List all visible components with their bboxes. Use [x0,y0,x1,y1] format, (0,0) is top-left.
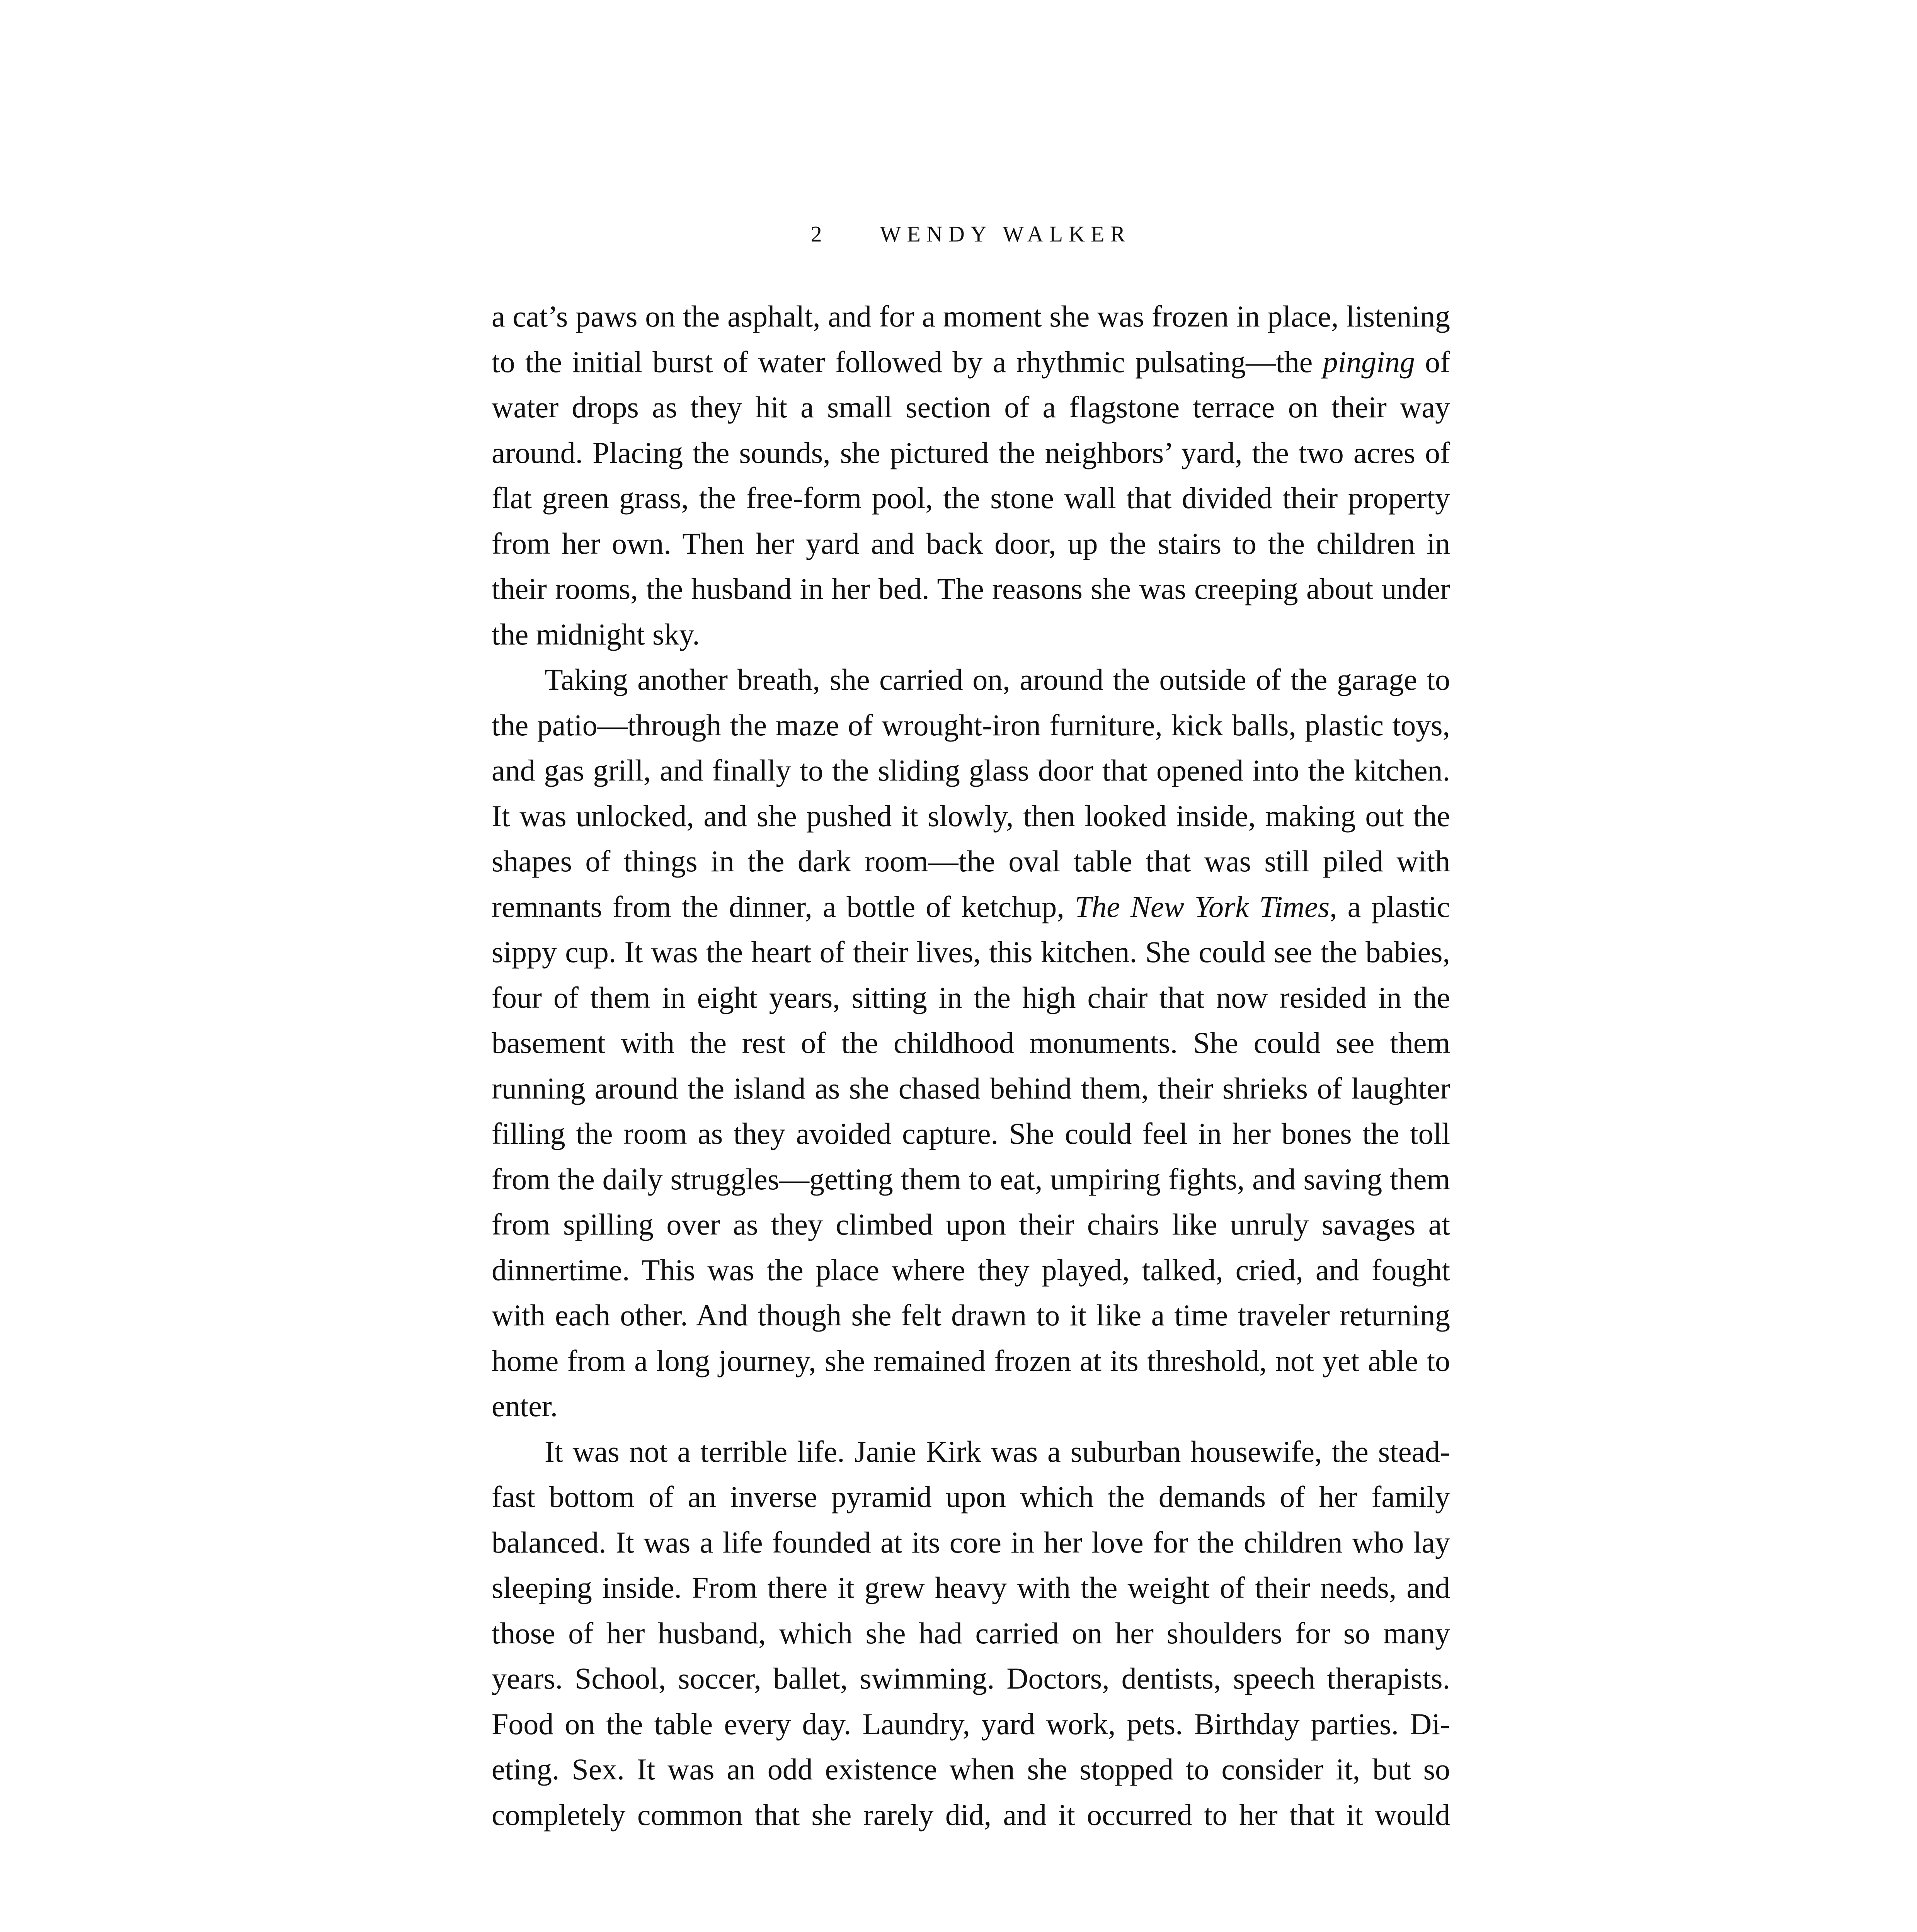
paragraph: It was not a terrible life. Janie Kirk was a suburban housewife, the steadfast bottom of an inverse pyramid upon which the demands of her family balanced. It was a life founded at its core in her love for the children who lay sleeping inside. From there it grew heavy with the weight of their needs, and those of her husband, which she had carried on her shoulders for so many years. School, soccer, ballet, swimming. Doctors, dentists, speech therapists. Food on the table every day. Laundry, yard work, pets. Birthday parties. Dieting. Sex. It was an odd existence when she stopped to consider it, but so completely common that she rarely did, and it occurred to her that it would [492,1434,1450,1832]
paragraph: Taking another breath, she carried on, around the outside of the garage to the patio—through the maze of wrought-iron furniture, kick balls, plastic toys, and gas grill, and finally to the sliding glass door that opened into the kitchen. It was unlocked, and she pushed it slowly, then looked inside, making out the shapes of things in the dark room—the oval table that was still piled with remnants from the dinner, a bottle of ketchup, The New York Times, a plastic sippy cup. It was the heart of their lives, this kitchen. She could see the babies, four of them in eight years, sitting in the high chair that now resided in the basement with the rest of the childhood monuments. She could see them running around the island as she chased behind them, their shrieks of laughter filling the room as they avoided capture. She could feel in her bones the toll from the daily struggles—getting them to eat, umpiring fights, and saving them from spilling over as they climbed upon their chairs like unruly savages at dinnertime. This was the place where they played, talked, cried, and fought with each other. And though she felt drawn to it like a time traveler returning home from a long journey, she remained frozen at its threshold, not yet able to enter. [492,663,1450,1423]
italic-word: pinging [1323,345,1415,379]
running-head-author: WENDY WALKER [880,221,1131,247]
body-text [492,294,1450,1837]
paragraph: a cat’s paws on the asphalt, and for a moment she was frozen in place, listening to the initial burst of water followed by a rhythmic pulsating—the pinging of water drops as they hit a small section of a flagstone terrace on their way around. Placing the sounds, she pictured the neighbors’ yard, the two acres of flat green grass, the free-form pool, the stone wall that divided their property from her own. Then her yard and back door, up the stairs to the children in their rooms, the husband in her bed. The reasons she was creeping about under the midnight sky. [492,299,1450,651]
italic-title: The New York Times [1074,889,1330,923]
page-number: 2 [810,221,822,247]
running-head [492,219,1450,250]
